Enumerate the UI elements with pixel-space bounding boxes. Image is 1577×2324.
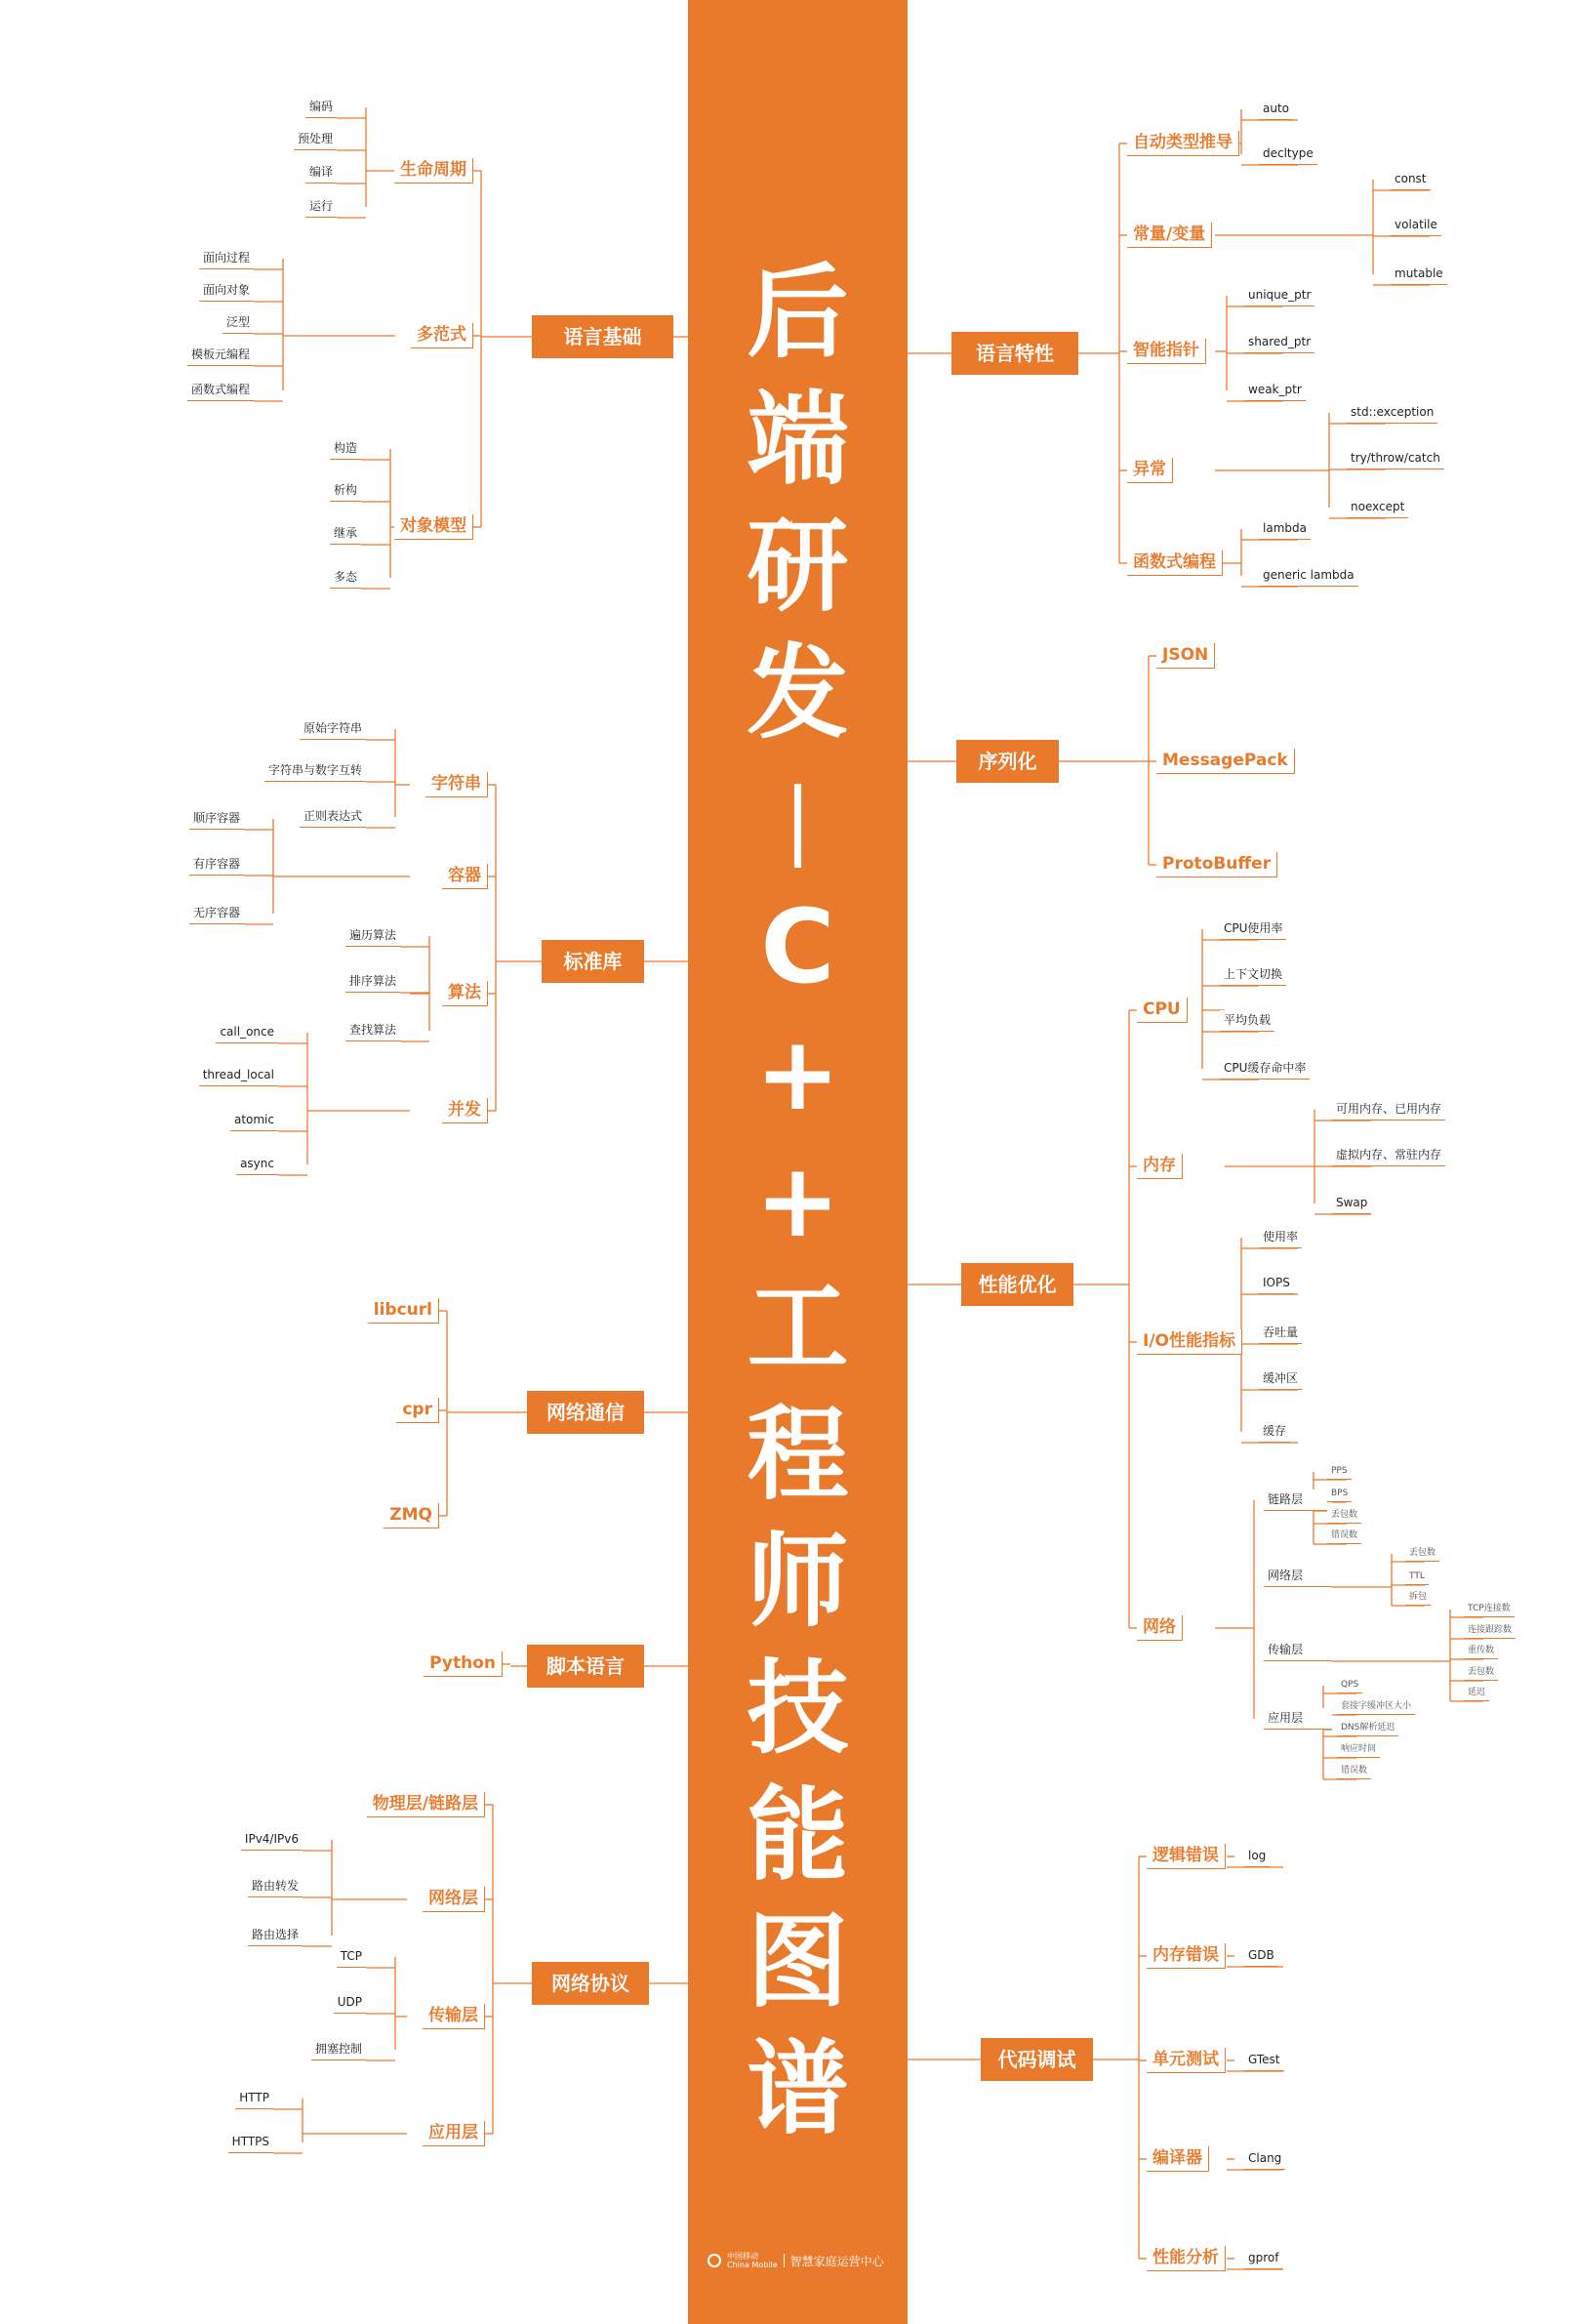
leaf-item: 缓存	[1259, 1421, 1290, 1443]
title-char: |	[784, 771, 812, 869]
sub-topic: 内存	[1137, 1154, 1183, 1179]
leaf-item: 正则表达式	[300, 806, 366, 828]
leaf-item: IPv4/IPv6	[241, 1829, 303, 1851]
title-char: +	[754, 1141, 841, 1260]
leaf-item: 缓冲区	[1259, 1368, 1302, 1390]
leaf-item: 继承	[330, 523, 361, 545]
leaf-item: 连接跟踪数	[1464, 1623, 1516, 1639]
poster-title	[688, 249, 908, 2152]
sub-topic: 物理层/链路层	[367, 1792, 485, 1817]
sub-topic: 智能指针	[1127, 339, 1206, 364]
leaf-item: 套接字缓冲区大小	[1337, 1699, 1415, 1715]
sub-topic: ZMQ	[384, 1503, 439, 1529]
leaf-item: std::exception	[1347, 402, 1437, 424]
sub-topic: 性能分析	[1147, 2246, 1226, 2271]
leaf-item: thread_local	[199, 1065, 278, 1086]
leaf-item: DNS解析延迟	[1337, 1721, 1398, 1736]
footer-brand: 中国移动 China Mobile	[727, 2252, 778, 2269]
leaf-item: 遍历算法	[345, 925, 400, 947]
leaf-group: 应用层	[1264, 1708, 1332, 1730]
sub-topic: 容器	[442, 864, 488, 889]
leaf-item: 模板元编程	[187, 345, 254, 366]
leaf-item: TCP	[337, 1946, 366, 1968]
leaf-item: auto	[1259, 99, 1293, 120]
title-char: 谱	[747, 2029, 849, 2148]
leaf-item: 吞吐量	[1259, 1323, 1302, 1344]
leaf-item: BPS	[1327, 1487, 1352, 1502]
sub-topic: I/O性能指标	[1137, 1329, 1242, 1355]
main-topic: 网络协议	[532, 1962, 649, 2005]
leaf-item: 预处理	[294, 129, 337, 150]
sub-topic: 内存错误	[1147, 1943, 1226, 1969]
leaf-item: 可用内存、已用内存	[1332, 1099, 1445, 1121]
leaf-item: weak_ptr	[1244, 380, 1306, 401]
leaf-item: 平均负载	[1220, 1010, 1274, 1032]
main-topic: 性能优化	[961, 1263, 1073, 1306]
sub-topic: MessagePack	[1156, 749, 1295, 774]
leaf-item: 虚拟内存、常驻内存	[1332, 1145, 1445, 1166]
sub-topic: 函数式编程	[1127, 550, 1223, 576]
leaf-item: 泛型	[222, 312, 254, 334]
main-topic: 语言基础	[532, 315, 673, 358]
leaf-group: 传输层	[1264, 1640, 1332, 1661]
leaf-item: 构造	[330, 438, 361, 460]
leaf-item: 编译	[305, 162, 337, 183]
sub-topic: 单元测试	[1147, 2048, 1226, 2073]
title-char: 师	[747, 1522, 849, 1641]
main-topic: 序列化	[956, 740, 1059, 783]
sub-topic: 生命周期	[394, 158, 473, 183]
leaf-item: unique_ptr	[1244, 285, 1314, 306]
sub-topic: 异常	[1127, 458, 1173, 483]
leaf-item: 丢包数	[1405, 1546, 1439, 1562]
leaf-item: 析构	[330, 480, 361, 502]
sub-topic: Python	[424, 1651, 503, 1677]
leaf-item: GDB	[1244, 1945, 1278, 1967]
title-char: 研	[747, 507, 849, 626]
leaf-item: 丢包数	[1327, 1508, 1361, 1524]
leaf-item: gprof	[1244, 2248, 1282, 2269]
leaf-item: 函数式编程	[187, 380, 254, 401]
leaf-item: 面向过程	[199, 248, 254, 269]
leaf-item: 拥塞控制	[311, 2039, 366, 2060]
leaf-item: 原始字符串	[300, 718, 366, 740]
sub-topic: 自动类型推导	[1127, 131, 1239, 156]
title-char: 程	[747, 1395, 849, 1514]
leaf-group: 网络层	[1264, 1566, 1332, 1587]
sub-topic: libcurl	[368, 1298, 439, 1324]
leaf-item: 上下文切换	[1220, 964, 1286, 986]
leaf-item: UDP	[334, 1992, 366, 2014]
leaf-item: 多态	[330, 567, 361, 589]
leaf-item: GTest	[1244, 2050, 1284, 2071]
leaf-item: 排序算法	[345, 971, 400, 993]
main-topic: 代码调试	[981, 2038, 1093, 2081]
leaf-item: 无序容器	[189, 903, 244, 924]
leaf-item: try/throw/catch	[1347, 448, 1444, 469]
leaf-item: generic lambda	[1259, 565, 1358, 587]
leaf-item: 延迟	[1464, 1686, 1489, 1701]
leaf-item: 路由转发	[248, 1876, 303, 1897]
title-char: C	[760, 887, 835, 1006]
leaf-item: async	[236, 1154, 278, 1175]
footer-divider	[784, 2254, 785, 2267]
sub-topic: 常量/变量	[1127, 223, 1212, 248]
china-mobile-logo-icon	[708, 2254, 721, 2267]
leaf-item: atomic	[230, 1110, 278, 1131]
leaf-item: call_once	[216, 1022, 278, 1043]
leaf-item: 运行	[305, 196, 337, 218]
leaf-item: mutable	[1391, 264, 1447, 285]
main-topic: 网络通信	[527, 1391, 644, 1434]
leaf-item: 响应时间	[1337, 1742, 1380, 1758]
sub-topic: 算法	[442, 981, 488, 1006]
sub-topic: 多范式	[411, 323, 473, 348]
title-char: 图	[747, 1902, 849, 2021]
sub-topic: 网络层	[423, 1887, 485, 1912]
leaf-item: 拆包	[1405, 1590, 1431, 1606]
leaf-item: IOPS	[1259, 1273, 1294, 1294]
leaf-item: HTTP	[235, 2088, 273, 2109]
sub-topic: 网络	[1137, 1615, 1183, 1641]
title-char: 端	[747, 380, 849, 499]
leaf-item: 使用率	[1259, 1227, 1302, 1248]
sub-topic: 传输层	[423, 2004, 485, 2029]
sub-topic: 逻辑错误	[1147, 1844, 1226, 1869]
title-char: 技	[747, 1649, 849, 1768]
title-char: 能	[747, 1775, 849, 1895]
sub-topic: 编译器	[1147, 2146, 1209, 2172]
leaf-item: 面向对象	[199, 280, 254, 302]
sub-topic: 对象模型	[394, 514, 473, 540]
leaf-item: 错误数	[1327, 1529, 1361, 1544]
leaf-item: shared_ptr	[1244, 332, 1314, 353]
leaf-item: CPU缓存命中率	[1220, 1058, 1310, 1080]
leaf-item: QPS	[1337, 1678, 1362, 1693]
leaf-item: lambda	[1259, 518, 1311, 540]
sub-topic: CPU	[1137, 998, 1188, 1023]
leaf-group: 链路层	[1264, 1489, 1332, 1511]
sub-topic: ProtoBuffer	[1156, 852, 1277, 877]
sub-topic: 并发	[442, 1098, 488, 1123]
sub-topic: 应用层	[423, 2121, 485, 2146]
sub-topic: JSON	[1156, 643, 1215, 669]
leaf-item: Clang	[1244, 2148, 1285, 2170]
footer-center-name: 智慧家庭运营中心	[789, 2254, 884, 2268]
leaf-item: 顺序容器	[189, 808, 244, 830]
leaf-item: CPU使用率	[1220, 918, 1286, 940]
leaf-item: 错误数	[1337, 1764, 1371, 1779]
leaf-item: volatile	[1391, 215, 1441, 236]
main-topic: 脚本语言	[527, 1645, 644, 1688]
leaf-item: 有序容器	[189, 854, 244, 876]
leaf-item: const	[1391, 169, 1431, 190]
leaf-item: 字符串与数字互转	[264, 760, 366, 782]
title-char: +	[754, 1014, 841, 1133]
sub-topic: cpr	[396, 1398, 439, 1423]
footer	[708, 2251, 888, 2270]
leaf-item: log	[1244, 1846, 1270, 1867]
main-topic: 语言特性	[951, 332, 1078, 375]
leaf-item: 重传数	[1464, 1644, 1498, 1659]
leaf-item: decltype	[1259, 143, 1317, 165]
sub-topic: 字符串	[425, 772, 488, 797]
leaf-item: Swap	[1332, 1193, 1371, 1214]
leaf-item: 查找算法	[345, 1020, 400, 1041]
leaf-item: 丢包数	[1464, 1665, 1498, 1681]
leaf-item: 路由选择	[248, 1925, 303, 1946]
leaf-item: TCP连接数	[1464, 1602, 1515, 1617]
title-char: 工	[747, 1268, 849, 1387]
leaf-item: HTTPS	[228, 2132, 273, 2153]
leaf-item: noexcept	[1347, 497, 1408, 518]
main-topic: 标准库	[542, 940, 644, 983]
leaf-item: 编码	[305, 97, 337, 118]
title-char: 后	[747, 253, 849, 372]
leaf-item: TTL	[1405, 1570, 1429, 1585]
leaf-item: PPS	[1327, 1464, 1352, 1480]
title-char: 发	[747, 633, 849, 753]
